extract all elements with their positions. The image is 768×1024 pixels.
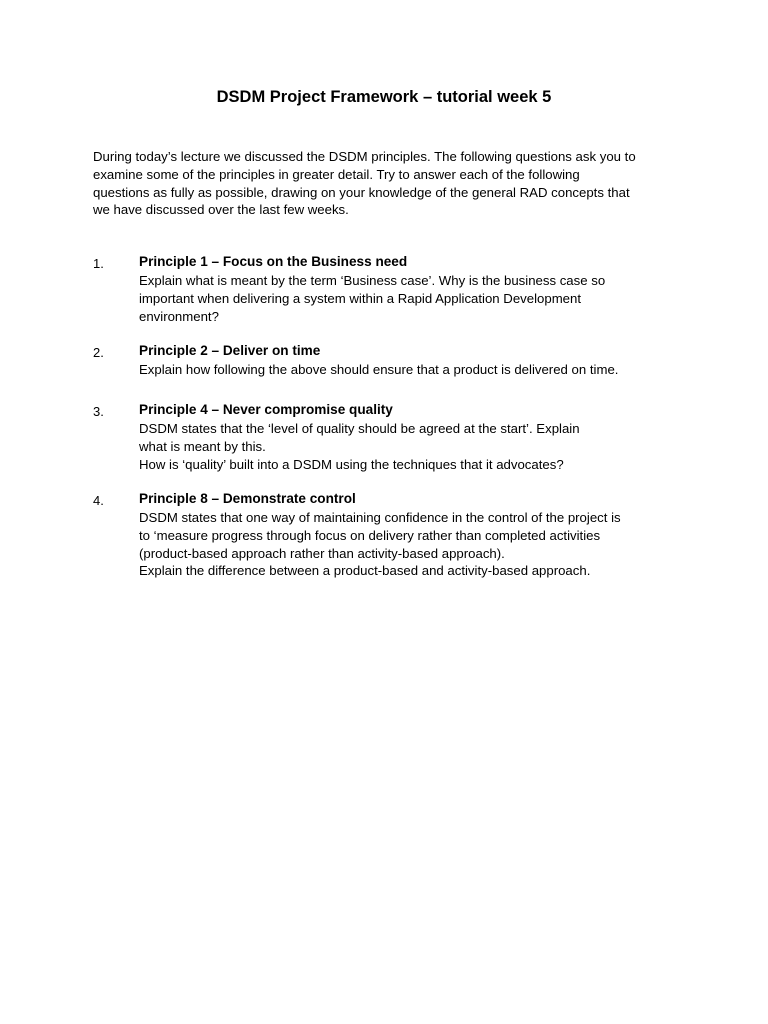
item-heading: Principle 2 – Deliver on time xyxy=(139,343,321,358)
item-heading: Principle 8 – Demonstrate control xyxy=(139,491,356,506)
item-body-line: DSDM states that one way of maintaining confidence in the control of the project is xyxy=(139,510,621,525)
intro-paragraph xyxy=(93,148,693,219)
item-body-line: Explain the difference between a product-based and activity-based approach. xyxy=(139,563,591,579)
intro-line: questions as fully as possible, drawing on your knowledge of the general RAD concepts that xyxy=(93,184,630,200)
item-body-line: important when delivering a system within a Rapid Application Development xyxy=(139,290,582,306)
page-title: DSDM Project Framework – tutorial week 5 xyxy=(216,88,552,106)
item-body-line: (product-based approach rather than activity-based approach). xyxy=(139,545,505,561)
item-body-line: what is meant by this. xyxy=(139,438,266,454)
item-body-line: environment? xyxy=(139,308,219,324)
list-number: 3. xyxy=(93,404,104,419)
list-number: 1. xyxy=(93,256,104,271)
item-body-line: to ‘measure progress through focus on delivery rather than completed activities xyxy=(139,527,601,543)
item-heading: Principle 1 – Focus on the Business need xyxy=(139,254,408,269)
item-heading: Principle 4 – Never compromise quality xyxy=(139,402,393,417)
item-body-line: DSDM states that the ‘level of quality should be agreed at the start’. Explain xyxy=(139,421,580,436)
item-body-line: Explain what is meant by the term ‘Business case’. Why is the business case so xyxy=(139,273,606,288)
intro-line: examine some of the principles in greater detail. Try to answer each of the following xyxy=(93,166,580,182)
list-number: 4. xyxy=(93,493,104,508)
item-body-line: Explain how following the above should ensure that a product is delivered on time. xyxy=(139,362,619,377)
item-body xyxy=(139,361,618,379)
intro-line: we have discussed over the last few weeks. xyxy=(93,202,349,218)
item-body xyxy=(139,509,621,580)
intro-line: During today’s lecture we discussed the DSDM principles. The following questions ask you to xyxy=(93,149,636,164)
list-number: 2. xyxy=(93,345,104,360)
item-body xyxy=(139,272,605,325)
item-body xyxy=(139,420,580,473)
item-body-line: How is ‘quality’ built into a DSDM using the techniques that it advocates? xyxy=(139,456,564,472)
